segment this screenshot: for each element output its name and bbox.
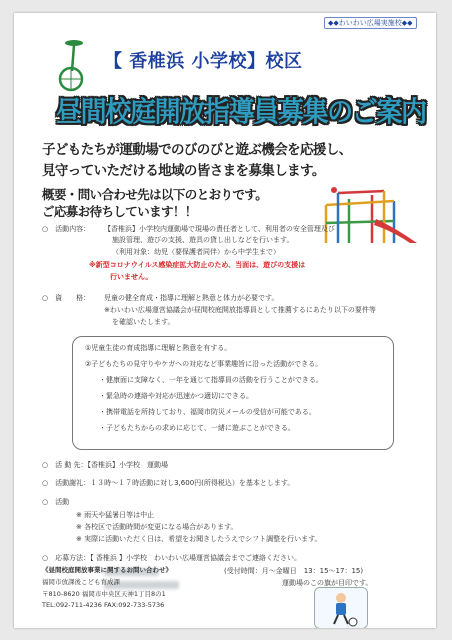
unicycle-icon — [54, 39, 90, 93]
activity-line-2: 施設管理、遊びの支援、遊具の貸し出しなどを行います。 — [112, 236, 294, 244]
qualification-line-1: 児童の健全育成・指導に理解と熱意と体力が必要です。 — [104, 294, 279, 302]
requirement-2: ②子どもたちの見守りやケガへの対応など事業趣旨に沿った活動ができる。 — [85, 360, 323, 368]
activity-label: ○ 活動内容： — [42, 225, 91, 233]
activity-line-1: 【香椎浜】小学校内運動場で現場の責任者として、利用者の安全管理及び — [104, 225, 335, 233]
page-headline: 昼間校庭開放指導員募集のご案内 — [56, 95, 426, 128]
footer-phone: TEL:092-711-4236 FAX:092-733-5736 — [42, 601, 165, 609]
implementation-tag — [324, 17, 417, 29]
requirement-5: ・携帯電話を所持しており、福岡市防災メールの受信が可能である。 — [99, 408, 316, 416]
playground-illustration — [314, 185, 419, 245]
flag-note: 運動場のこの旗が目印です。 — [282, 579, 373, 587]
requirement-6: ・子どもたちからの求めに応じて、一緒に遊ぶことができる。 — [99, 424, 295, 432]
footer-title: 《昼間校庭開放事業に関するお問い合わせ》 — [42, 566, 172, 574]
requirement-1: ①児童生徒の育成指導に理解と熱意を有する。 — [85, 344, 232, 352]
flag-illustration — [314, 587, 368, 628]
reception-hours: (受付時間：月～金曜日 13：15～17：15) — [224, 567, 364, 575]
requirement-4: ・緊急時の連絡や対応が迅速かつ適切にできる。 — [99, 392, 253, 400]
qualification-line-2: ※わいわい広場運営協議会が昼間校庭開放指導員として推薦するにあたり以下の要件等 — [104, 306, 376, 314]
activity-reward: ○ 活動謝礼：１３時～１７時活動に対し3,600円(所得税込）を基本とします。 — [42, 479, 295, 487]
covid-notice-line-2: 行いません。 — [110, 273, 153, 281]
activity-note-1: ※ 雨天や猛暑日等は中止 — [76, 511, 155, 519]
requirements-box — [72, 336, 394, 450]
footer-address: 〒810-8620 福岡市中央区天神1丁目8の1 — [42, 590, 166, 598]
inquiry-line-1: 概要・問い合わせ先は以下のとおりです。 — [42, 187, 268, 202]
school-district-title: 【 香椎浜 小学校】校区 — [104, 51, 303, 72]
activity-notes-label: ○ 活動 — [42, 498, 70, 506]
lead-line-2: 見守っていただける地域の皆さまを募集します。 — [42, 163, 325, 179]
covid-notice-line-1: ※新型コロナウイルス感染症拡大防止のため、当面は、遊びの支援は — [89, 261, 306, 269]
footer-org: 福岡市放課後こども育成課 — [42, 578, 120, 586]
activity-line-3: （利用対象：幼児（要保護者同伴）から中学生まで） — [112, 248, 280, 256]
flyer-page — [14, 13, 436, 628]
lead-line-1: 子どもたちが運動場でのびのびと遊ぶ機会を応援し、 — [42, 142, 352, 158]
activity-note-2: ※ 各校区で活動時間が変更になる場合があります。 — [76, 523, 238, 531]
application-method: ○ 応募方法：【 香椎浜 】小学校 わいわい広場運営協議会までご連絡ください。 — [42, 554, 302, 562]
inquiry-line-2: ご応募お待ちしています！！ — [42, 204, 197, 219]
activity-place: ○ 活 動 先：【香椎浜】小学校 運動場 — [42, 461, 169, 469]
implementation-tag-text: ◆◆わいわい広場実施校◆◆ — [324, 17, 417, 29]
qualification-line-3: を確認いたします。 — [112, 318, 175, 326]
activity-note-3: ※ 実際に活動いただく日は、希望をお聞きしたうえでシフト調整を行います。 — [76, 535, 322, 543]
qualification-label: ○ 資 格： — [42, 294, 91, 302]
requirement-3: ・健康面に支障なく、一年を通じて指導員の活動を行うことができる。 — [99, 376, 323, 384]
